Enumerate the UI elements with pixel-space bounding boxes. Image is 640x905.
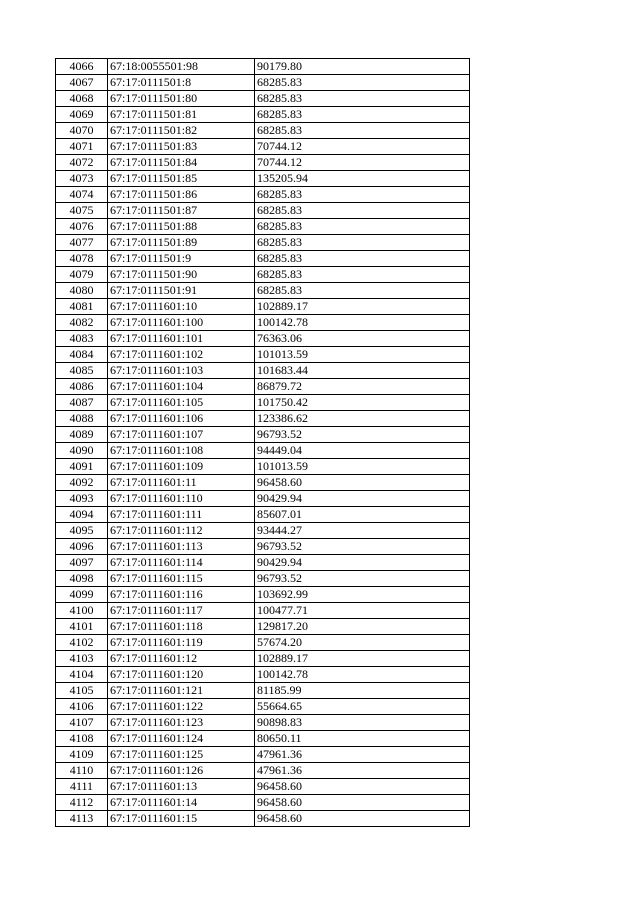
cadastral-value-cell: 70744.12	[255, 155, 470, 171]
table-row	[56, 571, 470, 587]
cadastral-value-cell: 103692.99	[255, 587, 470, 603]
cadastral-number-cell: 67:17:0111601:10	[108, 299, 255, 315]
table-row	[56, 795, 470, 811]
row-index-cell: 4101	[56, 619, 108, 635]
cadastral-number-cell: 67:17:0111601:126	[108, 763, 255, 779]
cadastral-number-cell: 67:17:0111601:113	[108, 539, 255, 555]
table-row	[56, 763, 470, 779]
row-index-cell: 4100	[56, 603, 108, 619]
row-index-cell: 4102	[56, 635, 108, 651]
cadastral-number-cell: 67:17:0111601:110	[108, 491, 255, 507]
cadastral-number-cell: 67:17:0111601:13	[108, 779, 255, 795]
table-row	[56, 283, 470, 299]
row-index-cell: 4103	[56, 651, 108, 667]
cadastral-number-cell: 67:17:0111601:107	[108, 427, 255, 443]
row-index-cell: 4105	[56, 683, 108, 699]
cadastral-number-cell: 67:17:0111601:15	[108, 811, 255, 827]
table-row	[56, 603, 470, 619]
cadastral-number-cell: 67:17:0111501:86	[108, 187, 255, 203]
row-index-cell: 4083	[56, 331, 108, 347]
table-row	[56, 139, 470, 155]
row-index-cell: 4109	[56, 747, 108, 763]
cadastral-number-cell: 67:17:0111501:9	[108, 251, 255, 267]
row-index-cell: 4075	[56, 203, 108, 219]
cadastral-number-cell: 67:17:0111601:122	[108, 699, 255, 715]
table-row	[56, 555, 470, 571]
cadastral-value-cell: 96793.52	[255, 571, 470, 587]
cadastral-value-cell: 96793.52	[255, 427, 470, 443]
table-row	[56, 667, 470, 683]
table-row	[56, 443, 470, 459]
table-row	[56, 171, 470, 187]
cadastral-number-cell: 67:17:0111501:84	[108, 155, 255, 171]
row-index-cell: 4069	[56, 107, 108, 123]
row-index-cell: 4104	[56, 667, 108, 683]
cadastral-value-cell: 70744.12	[255, 139, 470, 155]
row-index-cell: 4098	[56, 571, 108, 587]
cadastral-number-cell: 67:17:0111601:104	[108, 379, 255, 395]
cadastral-value-cell: 81185.99	[255, 683, 470, 699]
table-row	[56, 107, 470, 123]
row-index-cell: 4073	[56, 171, 108, 187]
cadastral-value-cell: 96793.52	[255, 539, 470, 555]
cadastral-number-cell: 67:17:0111501:83	[108, 139, 255, 155]
cadastral-value-cell: 100142.78	[255, 667, 470, 683]
cadastral-value-cell: 76363.06	[255, 331, 470, 347]
table-row	[56, 155, 470, 171]
cadastral-value-cell: 93444.27	[255, 523, 470, 539]
table-row	[56, 619, 470, 635]
cadastral-value-cell: 101013.59	[255, 459, 470, 475]
row-index-cell: 4072	[56, 155, 108, 171]
table-row	[56, 219, 470, 235]
cadastral-number-cell: 67:17:0111601:121	[108, 683, 255, 699]
row-index-cell: 4093	[56, 491, 108, 507]
table-row	[56, 411, 470, 427]
table-row	[56, 347, 470, 363]
cadastral-number-cell: 67:17:0111601:124	[108, 731, 255, 747]
cadastral-value-cell: 68285.83	[255, 267, 470, 283]
table-row	[56, 203, 470, 219]
table-row	[56, 299, 470, 315]
table-row	[56, 811, 470, 827]
cadastral-number-cell: 67:17:0111601:123	[108, 715, 255, 731]
cadastral-number-cell: 67:17:0111601:117	[108, 603, 255, 619]
row-index-cell: 4086	[56, 379, 108, 395]
cadastral-value-cell: 85607.01	[255, 507, 470, 523]
cadastral-number-cell: 67:17:0111601:14	[108, 795, 255, 811]
cadastral-number-cell: 67:17:0111601:100	[108, 315, 255, 331]
table-row	[56, 779, 470, 795]
cadastral-value-cell: 68285.83	[255, 251, 470, 267]
cadastral-value-cell: 102889.17	[255, 651, 470, 667]
cadastral-value-cell: 100142.78	[255, 315, 470, 331]
row-index-cell: 4076	[56, 219, 108, 235]
cadastral-number-cell: 67:17:0111601:112	[108, 523, 255, 539]
cadastral-value-cell: 90429.94	[255, 555, 470, 571]
cadastral-number-cell: 67:17:0111601:106	[108, 411, 255, 427]
table-row	[56, 507, 470, 523]
cadastral-number-cell: 67:18:0055501:98	[108, 59, 255, 75]
cadastral-value-cell: 68285.83	[255, 235, 470, 251]
row-index-cell: 4091	[56, 459, 108, 475]
cadastral-number-cell: 67:17:0111501:85	[108, 171, 255, 187]
cadastral-number-cell: 67:17:0111601:119	[108, 635, 255, 651]
cadastral-number-cell: 67:17:0111601:12	[108, 651, 255, 667]
table-row	[56, 267, 470, 283]
table-row	[56, 747, 470, 763]
cadastral-number-cell: 67:17:0111601:108	[108, 443, 255, 459]
row-index-cell: 4066	[56, 59, 108, 75]
row-index-cell: 4067	[56, 75, 108, 91]
table-row	[56, 123, 470, 139]
cadastral-value-cell: 96458.60	[255, 475, 470, 491]
cadastral-value-cell: 68285.83	[255, 123, 470, 139]
table-row	[56, 363, 470, 379]
cadastral-number-cell: 67:17:0111601:115	[108, 571, 255, 587]
cadastral-number-cell: 67:17:0111601:101	[108, 331, 255, 347]
cadastral-number-cell: 67:17:0111501:91	[108, 283, 255, 299]
table-row	[56, 731, 470, 747]
cadastral-number-cell: 67:17:0111601:116	[108, 587, 255, 603]
row-index-cell: 4096	[56, 539, 108, 555]
table-row	[56, 699, 470, 715]
row-index-cell: 4108	[56, 731, 108, 747]
row-index-cell: 4094	[56, 507, 108, 523]
cadastral-value-cell: 68285.83	[255, 91, 470, 107]
cadastral-value-table	[55, 58, 470, 827]
row-index-cell: 4089	[56, 427, 108, 443]
table-row	[56, 315, 470, 331]
cadastral-value-cell: 96458.60	[255, 795, 470, 811]
cadastral-value-cell: 68285.83	[255, 283, 470, 299]
cadastral-value-cell: 86879.72	[255, 379, 470, 395]
cadastral-value-cell: 47961.36	[255, 747, 470, 763]
row-index-cell: 4081	[56, 299, 108, 315]
cadastral-value-cell: 47961.36	[255, 763, 470, 779]
cadastral-number-cell: 67:17:0111501:82	[108, 123, 255, 139]
cadastral-number-cell: 67:17:0111501:8	[108, 75, 255, 91]
row-index-cell: 4078	[56, 251, 108, 267]
cadastral-value-cell: 123386.62	[255, 411, 470, 427]
row-index-cell: 4099	[56, 587, 108, 603]
row-index-cell: 4084	[56, 347, 108, 363]
row-index-cell: 4068	[56, 91, 108, 107]
cadastral-value-cell: 68285.83	[255, 219, 470, 235]
row-index-cell: 4079	[56, 267, 108, 283]
row-index-cell: 4095	[56, 523, 108, 539]
table-row	[56, 587, 470, 603]
table-row	[56, 395, 470, 411]
table-body	[56, 59, 470, 827]
cadastral-value-cell: 96458.60	[255, 779, 470, 795]
cadastral-number-cell: 67:17:0111601:120	[108, 667, 255, 683]
table-row	[56, 427, 470, 443]
row-index-cell: 4112	[56, 795, 108, 811]
cadastral-value-cell: 80650.11	[255, 731, 470, 747]
table-row	[56, 331, 470, 347]
cadastral-value-cell: 129817.20	[255, 619, 470, 635]
row-index-cell: 4077	[56, 235, 108, 251]
cadastral-number-cell: 67:17:0111501:87	[108, 203, 255, 219]
cadastral-number-cell: 67:17:0111601:109	[108, 459, 255, 475]
row-index-cell: 4070	[56, 123, 108, 139]
row-index-cell: 4082	[56, 315, 108, 331]
cadastral-value-cell: 90179.80	[255, 59, 470, 75]
row-index-cell: 4107	[56, 715, 108, 731]
cadastral-number-cell: 67:17:0111501:90	[108, 267, 255, 283]
row-index-cell: 4092	[56, 475, 108, 491]
table-row	[56, 187, 470, 203]
cadastral-number-cell: 67:17:0111601:114	[108, 555, 255, 571]
cadastral-number-cell: 67:17:0111601:103	[108, 363, 255, 379]
table-row	[56, 523, 470, 539]
table-row	[56, 251, 470, 267]
row-index-cell: 4087	[56, 395, 108, 411]
table-row	[56, 539, 470, 555]
table-row	[56, 379, 470, 395]
row-index-cell: 4097	[56, 555, 108, 571]
table-row	[56, 459, 470, 475]
cadastral-value-cell: 57674.20	[255, 635, 470, 651]
row-index-cell: 4074	[56, 187, 108, 203]
cadastral-number-cell: 67:17:0111601:105	[108, 395, 255, 411]
cadastral-number-cell: 67:17:0111601:125	[108, 747, 255, 763]
table-row	[56, 683, 470, 699]
cadastral-number-cell: 67:17:0111501:88	[108, 219, 255, 235]
cadastral-number-cell: 67:17:0111601:111	[108, 507, 255, 523]
row-index-cell: 4113	[56, 811, 108, 827]
table-row	[56, 59, 470, 75]
row-index-cell: 4080	[56, 283, 108, 299]
row-index-cell: 4088	[56, 411, 108, 427]
row-index-cell: 4110	[56, 763, 108, 779]
cadastral-number-cell: 67:17:0111501:81	[108, 107, 255, 123]
table-row	[56, 651, 470, 667]
cadastral-value-cell: 68285.83	[255, 107, 470, 123]
cadastral-number-cell: 67:17:0111601:118	[108, 619, 255, 635]
cadastral-value-cell: 55664.65	[255, 699, 470, 715]
row-index-cell: 4085	[56, 363, 108, 379]
cadastral-value-cell: 101683.44	[255, 363, 470, 379]
row-index-cell: 4111	[56, 779, 108, 795]
table-row	[56, 715, 470, 731]
row-index-cell: 4071	[56, 139, 108, 155]
cadastral-number-cell: 67:17:0111501:89	[108, 235, 255, 251]
cadastral-value-cell: 102889.17	[255, 299, 470, 315]
cadastral-value-cell: 96458.60	[255, 811, 470, 827]
cadastral-value-cell: 100477.71	[255, 603, 470, 619]
cadastral-value-cell: 101013.59	[255, 347, 470, 363]
table-row	[56, 635, 470, 651]
cadastral-value-cell: 94449.04	[255, 443, 470, 459]
cadastral-value-cell: 90429.94	[255, 491, 470, 507]
table-row	[56, 235, 470, 251]
cadastral-value-cell: 68285.83	[255, 203, 470, 219]
table-row	[56, 491, 470, 507]
table-row	[56, 75, 470, 91]
table-row	[56, 91, 470, 107]
cadastral-number-cell: 67:17:0111601:11	[108, 475, 255, 491]
cadastral-number-cell: 67:17:0111601:102	[108, 347, 255, 363]
cadastral-value-cell: 135205.94	[255, 171, 470, 187]
table-row	[56, 475, 470, 491]
row-index-cell: 4090	[56, 443, 108, 459]
cadastral-value-cell: 101750.42	[255, 395, 470, 411]
row-index-cell: 4106	[56, 699, 108, 715]
cadastral-value-cell: 68285.83	[255, 187, 470, 203]
cadastral-number-cell: 67:17:0111501:80	[108, 91, 255, 107]
cadastral-value-cell: 68285.83	[255, 75, 470, 91]
cadastral-value-cell: 90898.83	[255, 715, 470, 731]
